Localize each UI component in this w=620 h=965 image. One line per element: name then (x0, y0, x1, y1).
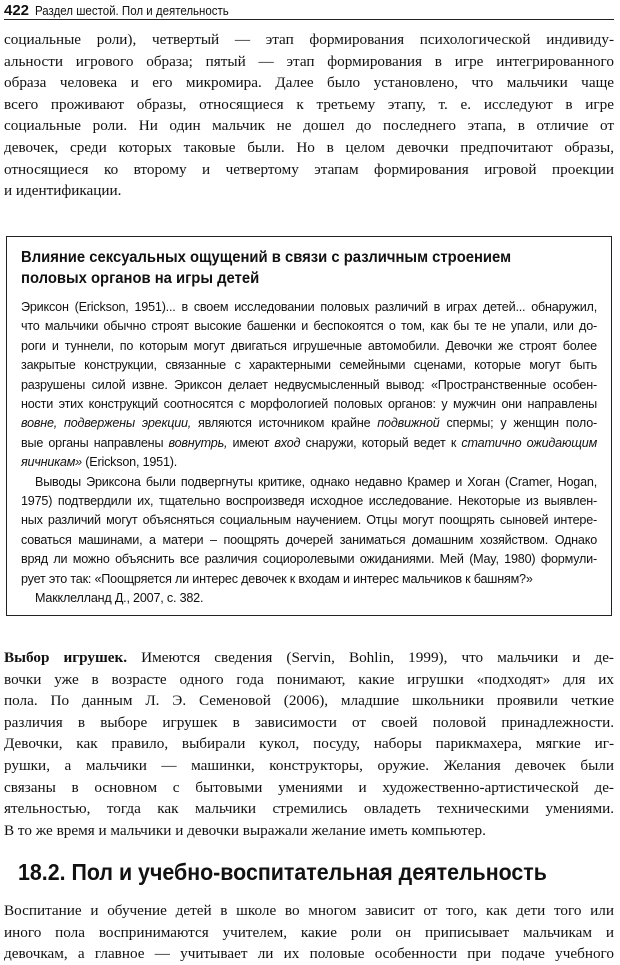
italic-text: вовне, подвержены эрекции, (21, 416, 192, 431)
runin-heading: Выбор игрушек. (4, 649, 128, 666)
box-text-span: (Erickson, 1951). (81, 455, 178, 470)
intro-line: девочек, среди которых таковые были. Но в целом девочки предпочитают образы, (4, 138, 614, 156)
box-paragraph-1 (21, 298, 597, 473)
toys-line: пола. По данным Л. Э. Семеновой (2006), младшие школьники проявили четкие (4, 692, 614, 710)
toys-text-span: Имеются сведения (Servin, Bohlin, 1999), что мальчики и де- (127, 649, 614, 666)
box-source: Макклелланд Д., 2007, с. 382. (35, 591, 204, 606)
box-line (21, 434, 597, 453)
italic-text: яичникам» (21, 455, 82, 470)
intro-line: образа человека и его микромира. Далее было установлено, что мальчики чаще (4, 74, 614, 92)
toys-line: ятельностью, тогда как мальчики стремились овладеть техническими умениями. (4, 800, 614, 818)
education-line: иного пола воспринимаются учителем, какие роли он приписывает мальчикам и (4, 923, 614, 941)
box-title-line: Влияние сексуальных ощущений в связи с различным строением (21, 249, 512, 266)
box-text-span: снаружи, который ведет к (300, 435, 462, 450)
section-heading: 18.2. Пол и учебно-воспитательная деятельность (18, 859, 547, 885)
box-line: ных различий могут объясняться социальным научением. Отцы могут поощрять сыновей интере- (21, 513, 597, 528)
box-line: соваться машинами, а матери – поощрять дочерей заниматься домашним хозяйством. Однако (21, 532, 597, 547)
intro-line: социальные роли), четвертый — этап формирования психологической индивиду- (4, 31, 614, 48)
toys-line: рушки, а мальчики — машинки, конструкторы, оружие. Желания девочек были (4, 756, 614, 774)
italic-text: статично ожидающим (461, 435, 598, 450)
box-line: закрытые конструкции, связанные с характерными семейными сценами, которые могут быть (21, 358, 597, 373)
box-line: роги и туннели, по которым могут двигаться игрушечные автомобили. Девочки же строят более (21, 338, 597, 353)
sidebar-box (6, 236, 612, 616)
box-line: Выводы Эриксона были подвергнуты критике, однако недавно Крамер и Хоган (Cramer, Hogan, (35, 474, 597, 489)
education-line: девочкам, а главное — учитывает ли их половые особенности при подаче учебного (4, 945, 614, 963)
italic-text: вовнутрь, (168, 435, 228, 450)
running-title: Раздел шестой. Пол и деятельность (35, 4, 229, 18)
toys-line: Девочки, как правило, выбирали кукол, посуду, наборы парикмахера, мягкие иг- (4, 735, 614, 753)
toys-line: вочки уже в возрасте одного года понимают, какие игрушки «подходят» для их (4, 670, 614, 688)
page-number: 422 (4, 2, 30, 19)
italic-text: вход (274, 435, 301, 450)
box-text-span: спермы; у женщин поло- (439, 416, 597, 431)
education-paragraph (4, 900, 614, 965)
box-line (21, 453, 597, 472)
box-line: разрушены силой извне. Эриксон делает недвусмысленный вывод: «Пространственные особен- (21, 377, 597, 392)
intro-paragraph (4, 29, 614, 202)
box-line: вряд ли можно объяснить все различия социоролевыми ожиданиями. Мей (May, 1980) формули- (21, 552, 597, 567)
intro-line: всего проживают образы, относящиеся к третьему этапу, т. е. исследуют в игре (4, 95, 614, 113)
toys-line: различия в выборе игрушек в зависимости от своей половой принадлежности. (4, 713, 614, 731)
toys-line: В то же время и мальчики и девочки выражали желание иметь компьютер. (4, 821, 486, 839)
intro-line: и идентификации. (4, 182, 122, 200)
box-line: рует это так: «Поощряется ли интерес девочек к входам и интерес мальчиков к башням?» (21, 571, 533, 586)
box-line: Эриксон (Erickson, 1951)... в своем исследовании половых различий в играх детей... обнаружил, (21, 300, 597, 314)
intro-line: социальные роли. Ни один мальчик не дошел до последнего этапа, в отличие от (4, 117, 614, 135)
box-line: что мальчики обычно строят высокие башенки и беспокоятся о том, как бы те не упали, или до- (21, 319, 597, 334)
box-text-span: являются источником крайне (191, 416, 378, 431)
education-line: Воспитание и обучение детей в школе во многом зависит от того, как дети того или (4, 902, 614, 919)
italic-text: подвижной (377, 416, 440, 431)
box-line (21, 414, 597, 433)
toys-paragraph (4, 647, 614, 841)
box-paragraph-2 (21, 473, 597, 609)
intro-line: относящиеся ко второму и четвертому этапам формирования игровой проекции (4, 160, 614, 178)
intro-line: альности игрового образа; пятый — этап формирования в игре интегрированного (4, 52, 614, 70)
page-header (4, 1, 614, 20)
box-line: 1975) подтвердили их, тщательно воспроизведя исходное исследование. Некоторые из выявлен- (21, 494, 597, 509)
box-text-span: имеют (227, 435, 275, 450)
box-line: ности этих конструкций соотносятся с морфологией половых органов: у мужчин они направлены (21, 397, 597, 412)
box-text-span: вые органы направлены (21, 435, 169, 450)
box-title-line: половых органов на игры детей (21, 270, 260, 287)
box-title (21, 247, 596, 289)
toys-line: связаны в основном с бытовыми умениями и художественно-артистической де- (4, 778, 614, 796)
toys-line (4, 647, 614, 669)
